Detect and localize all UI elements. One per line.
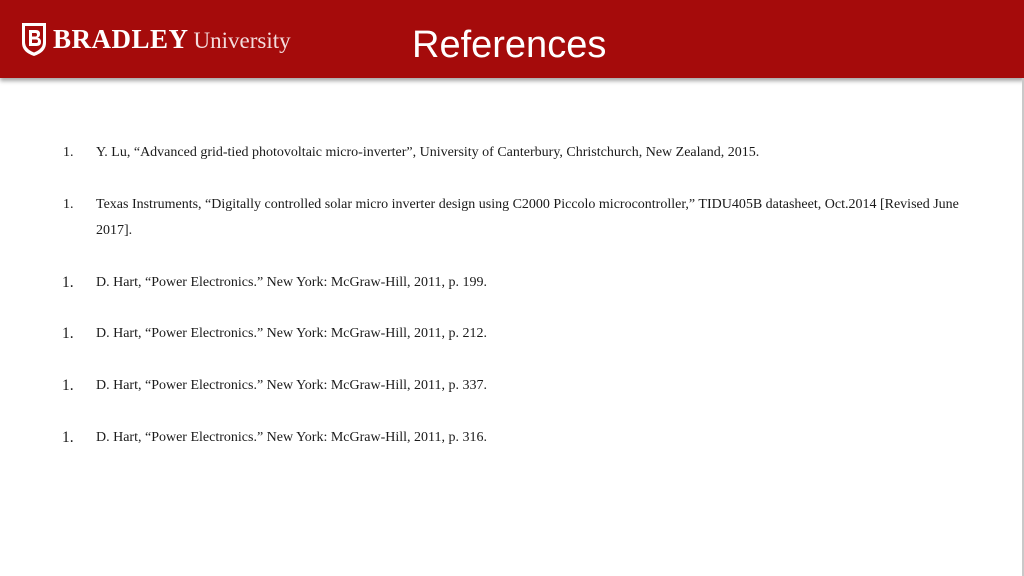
reference-number: 1. [62, 429, 74, 446]
reference-text: D. Hart, “Power Electronics.” New York: McGraw-Hill, 2011, p. 199. [96, 275, 488, 290]
bradley-shield-icon [20, 21, 48, 57]
bradley-logo [20, 20, 291, 58]
logo-light-text: University [193, 27, 291, 53]
reference-text: D. Hart, “Power Electronics.” New York: McGraw-Hill, 2011, p. 316. [96, 430, 488, 445]
reference-text: D. Hart, “Power Electronics.” New York: McGraw-Hill, 2011, p. 337. [96, 378, 488, 393]
reference-text: Y. Lu, “Advanced grid-tied photovoltaic micro-inverter”, University of Canterbury, Christchurch, New Zealand, 2015. [96, 145, 760, 160]
reference-number: 1. [62, 377, 74, 394]
reference-text: D. Hart, “Power Electronics.” New York: McGraw-Hill, 2011, p. 212. [96, 326, 488, 341]
header-bar [0, 0, 1024, 78]
logo-bold-text: BRADLEY [53, 23, 189, 54]
reference-number: 1. [63, 197, 74, 212]
reference-number: 1. [62, 325, 74, 342]
page-title: References [412, 24, 607, 66]
reference-number: 1. [63, 145, 74, 160]
reference-text: Texas Instruments, “Digitally controlled solar micro inverter design using C2000 Piccolo microcontroller,” TIDU405B datasheet, Oct.2014 [Revised June 2017]. [96, 197, 959, 238]
university-name [53, 24, 291, 55]
reference-number: 1. [62, 274, 74, 291]
